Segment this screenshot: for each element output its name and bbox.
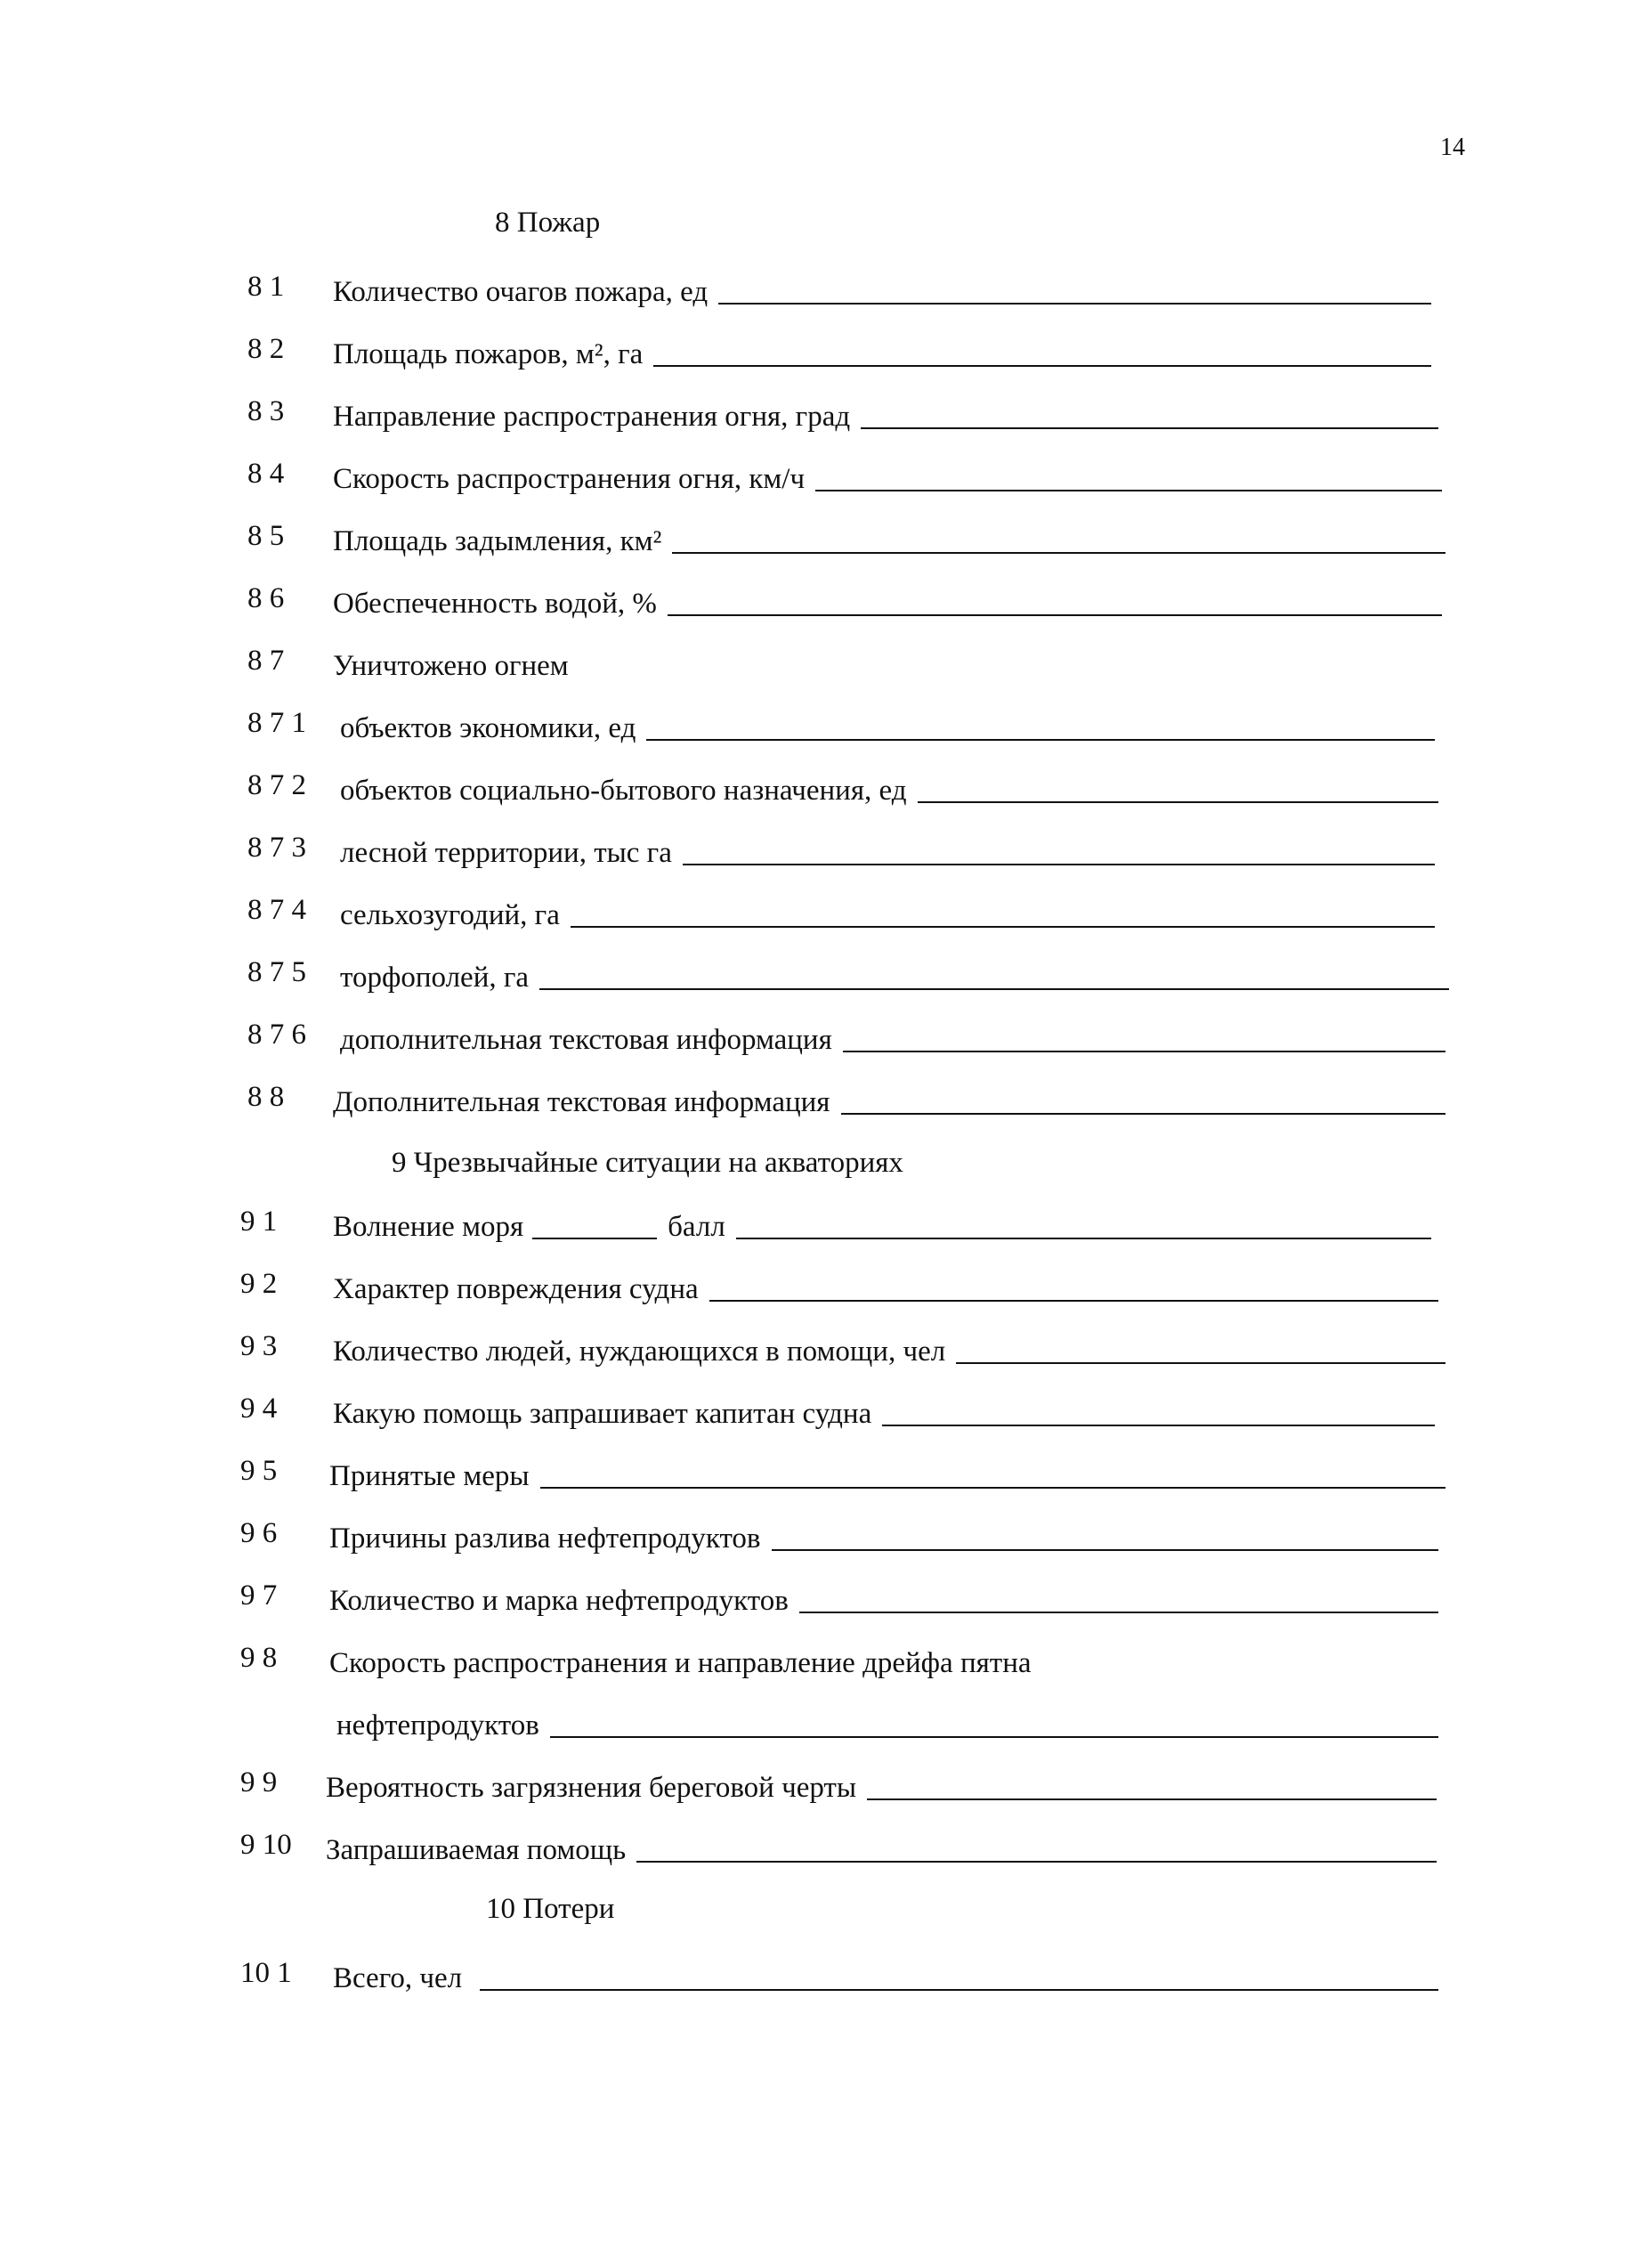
form-row <box>247 582 1458 621</box>
fill-line[interactable] <box>668 589 1442 616</box>
item-label: сельхозугодий, га <box>340 899 560 931</box>
fill-line[interactable] <box>550 1711 1438 1738</box>
form-row <box>247 769 1458 808</box>
fill-line[interactable] <box>956 1337 1446 1364</box>
fill-line[interactable] <box>709 1275 1438 1302</box>
form-row <box>240 1829 1460 1868</box>
item-label: Какую помощь запрашивает капитан судна <box>333 1398 872 1430</box>
fill-line[interactable] <box>718 278 1431 304</box>
item-label: торфополей, га <box>340 962 530 994</box>
form-row <box>247 894 1458 933</box>
item-label: Площадь пожаров, м², га <box>333 338 644 370</box>
fill-line[interactable] <box>772 1524 1438 1551</box>
page-number: 14 <box>1440 134 1465 161</box>
item-number: 10 1 <box>240 1957 292 1989</box>
item-label-unit: балл <box>668 1211 725 1243</box>
item-label: Уничтожено огнем <box>333 650 569 682</box>
fill-line[interactable] <box>683 839 1435 865</box>
fill-line[interactable] <box>736 1213 1431 1239</box>
fill-line[interactable] <box>799 1587 1438 1613</box>
form-row <box>247 707 1458 746</box>
form-row <box>247 1019 1458 1058</box>
section-heading-fire: 8 Пожар <box>495 207 601 239</box>
item-number: 8 3 <box>247 395 285 427</box>
form-row <box>247 832 1458 871</box>
item-label: Количество очагов пожара, ед <box>333 276 709 308</box>
item-label: Направление распространения огня, град <box>333 401 851 433</box>
item-number: 9 8 <box>240 1642 278 1674</box>
form-row <box>240 1766 1460 1806</box>
item-number: 9 5 <box>240 1455 278 1487</box>
item-number: 8 7 1 <box>247 707 306 739</box>
item-label: Количество и марка нефтепродуктов <box>329 1585 789 1617</box>
item-number: 8 1 <box>247 271 285 303</box>
item-label: объектов экономики, ед <box>340 712 636 744</box>
item-number: 9 4 <box>240 1392 278 1425</box>
item-number: 8 5 <box>247 520 285 552</box>
form-row <box>240 1392 1460 1432</box>
item-label: Площадь задымления, км² <box>333 525 662 557</box>
fill-line-short[interactable] <box>532 1213 657 1239</box>
item-label: Обеспеченность водой, % <box>333 588 657 620</box>
item-number: 8 7 <box>247 645 285 677</box>
fill-line[interactable] <box>646 714 1435 741</box>
item-number: 8 8 <box>247 1081 285 1113</box>
form-row <box>247 520 1458 559</box>
item-label: дополнительная текстовая информация <box>340 1024 832 1056</box>
form-row <box>247 956 1458 995</box>
form-row <box>240 1268 1460 1307</box>
item-number: 9 10 <box>240 1829 292 1861</box>
fill-line[interactable] <box>918 776 1438 803</box>
item-label: Запрашиваемая помощь <box>326 1834 627 1866</box>
item-number: 8 2 <box>247 333 285 365</box>
fill-line[interactable] <box>540 1462 1446 1489</box>
item-number: 9 2 <box>240 1268 278 1300</box>
item-label: Скорость распространения и направление дрейфа пятна <box>329 1647 1032 1679</box>
form-row <box>247 333 1458 372</box>
item-number: 8 7 3 <box>247 832 306 864</box>
item-label: Причины разлива нефтепродуктов <box>329 1522 761 1555</box>
fill-line[interactable] <box>815 465 1442 491</box>
form-row-continuation <box>240 1704 1460 1743</box>
fill-line[interactable] <box>571 901 1435 928</box>
form-row <box>240 1330 1460 1369</box>
item-label: Характер повреждения судна <box>333 1273 699 1305</box>
fill-line[interactable] <box>861 402 1438 429</box>
item-label: Скорость распространения огня, км/ч <box>333 463 806 495</box>
form-row <box>240 1455 1460 1494</box>
item-number: 8 7 2 <box>247 769 306 801</box>
form-row <box>247 458 1458 497</box>
form-row <box>240 1579 1460 1619</box>
form-row <box>247 271 1458 310</box>
item-number: 8 7 4 <box>247 894 306 926</box>
item-number: 8 7 6 <box>247 1019 306 1051</box>
fill-line[interactable] <box>841 1088 1446 1115</box>
item-number: 9 7 <box>240 1579 278 1612</box>
form-row <box>247 645 1458 684</box>
form-row <box>240 1206 1460 1245</box>
item-label: Волнение моря <box>333 1211 524 1243</box>
fill-line[interactable] <box>843 1026 1446 1052</box>
form-row <box>240 1957 1460 1996</box>
form-row <box>247 395 1458 434</box>
fill-line[interactable] <box>480 1964 1438 1991</box>
fill-line[interactable] <box>672 527 1446 554</box>
item-number: 9 9 <box>240 1766 278 1798</box>
form-row <box>247 1081 1458 1120</box>
item-label: Принятые меры <box>329 1460 530 1492</box>
item-number: 9 3 <box>240 1330 278 1362</box>
item-number: 8 7 5 <box>247 956 306 988</box>
item-label: Вероятность загрязнения береговой черты <box>326 1772 856 1804</box>
fill-line[interactable] <box>636 1836 1437 1863</box>
item-number: 8 4 <box>247 458 285 490</box>
fill-line[interactable] <box>882 1400 1435 1426</box>
fill-line[interactable] <box>653 340 1431 367</box>
item-label-continuation: нефтепродуктов <box>336 1709 539 1742</box>
section-heading-losses: 10 Потери <box>486 1893 615 1925</box>
item-number: 9 1 <box>240 1206 278 1238</box>
fill-line[interactable] <box>539 963 1449 990</box>
item-label: объектов социально-бытового назначения, ед <box>340 775 907 807</box>
section-heading-water: 9 Чрезвычайные ситуации на акваториях <box>392 1147 903 1179</box>
item-label: Дополнительная текстовая информация <box>333 1086 830 1118</box>
item-number: 8 6 <box>247 582 285 614</box>
fill-line[interactable] <box>867 1774 1437 1800</box>
form-row <box>240 1517 1460 1556</box>
item-label: Количество людей, нуждающихся в помощи, чел <box>333 1336 946 1368</box>
item-number: 9 6 <box>240 1517 278 1549</box>
form-row <box>240 1642 1460 1681</box>
item-label: Всего, чел <box>333 1962 463 1994</box>
item-label: лесной территории, тыс га <box>340 837 672 869</box>
